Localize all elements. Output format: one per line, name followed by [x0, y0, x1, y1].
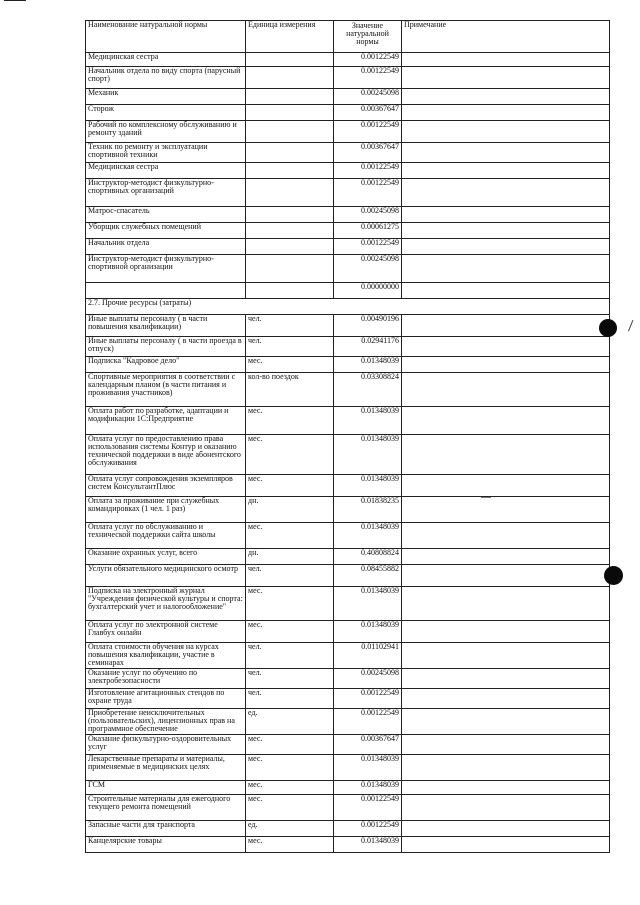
unit-cell [246, 283, 334, 299]
unit-cell [246, 239, 334, 255]
value-cell: 0.01348039 [334, 837, 402, 853]
table-row [86, 565, 610, 587]
norm-name-cell: Лекарственные препараты и материалы, применяемые в медицинских целях [86, 755, 246, 781]
value-cell: 0.01348039 [334, 475, 402, 497]
section-title: 2.7. Прочие ресурсы (затраты) [86, 299, 610, 315]
unit-cell: чел. [246, 669, 334, 689]
norm-name-cell: Оплата стоимости обучения на курсах повышения квалификации, участие в семинарах [86, 643, 246, 669]
unit-cell: мес. [246, 435, 334, 475]
value-cell: 0.01348039 [334, 621, 402, 643]
norm-name-cell: Матрос-спасатель [86, 207, 246, 223]
value-cell: 0.00122549 [334, 795, 402, 821]
table-row [86, 315, 610, 337]
value-cell: 0.01348039 [334, 357, 402, 373]
header-note: Примечание [402, 21, 610, 53]
table-row [86, 549, 610, 565]
norm-name-cell: ГСМ [86, 781, 246, 795]
unit-cell: мес. [246, 837, 334, 853]
table-row [86, 587, 610, 621]
table-row [86, 643, 610, 669]
table-row [86, 669, 610, 689]
unit-cell: чел. [246, 565, 334, 587]
norm-name-cell: Оказание услуг по обучению по электробезопасности [86, 669, 246, 689]
norm-name-cell: Подписка "Кадровое дело" [86, 357, 246, 373]
unit-cell: чел. [246, 643, 334, 669]
header-name: Наименование натуральной нормы [86, 21, 246, 53]
page-corner-mark [4, 0, 26, 4]
value-cell: 0.00367647 [334, 105, 402, 121]
unit-cell: чел. [246, 689, 334, 709]
scan-hole-mark [599, 319, 617, 337]
value-cell: 0.00000000 [334, 283, 402, 299]
value-cell: 0.00122549 [334, 179, 402, 207]
table-row [86, 373, 610, 407]
norm-name-cell: Оплата услуг по предоставлению права использования системы Контур и оказанию технической поддержки в виде абонентского обслуживания [86, 435, 246, 475]
unit-cell: мес. [246, 735, 334, 755]
norm-name-cell: Сторож [86, 105, 246, 121]
value-cell: 0.00122549 [334, 121, 402, 143]
unit-cell: чел. [246, 315, 334, 337]
table-row [86, 475, 610, 497]
norm-name-cell: Иные выплаты персоналу ( в части проезда в отпуск) [86, 337, 246, 357]
value-cell: 0.00122549 [334, 163, 402, 179]
unit-cell: мес. [246, 795, 334, 821]
norm-name-cell: Канцелярские товары [86, 837, 246, 853]
unit-cell [246, 163, 334, 179]
natural-norms-table [85, 20, 610, 853]
note-cell [402, 121, 610, 143]
norm-name-cell: Оплата услуг по обслуживанию и технической поддержки сайта школы [86, 523, 246, 549]
scan-hole-mark [604, 566, 623, 585]
value-cell: 0.00367647 [334, 735, 402, 755]
norm-name-cell: Оплата услуг по электронной системе Главбух онлайн [86, 621, 246, 643]
norm-name-cell [86, 283, 246, 299]
note-cell [402, 837, 610, 853]
value-cell: 0.03308824 [334, 373, 402, 407]
note-cell [402, 795, 610, 821]
value-cell: 0.01348039 [334, 781, 402, 795]
value-cell: 0.01348039 [334, 587, 402, 621]
table-row [86, 795, 610, 821]
table-row [86, 67, 610, 89]
note-cell [402, 781, 610, 795]
norm-name-cell: Техник по ремонту и эксплуатации спортивной техники [86, 143, 246, 163]
norm-name-cell: Медицинская сестра [86, 53, 246, 67]
note-cell [402, 239, 610, 255]
norm-name-cell: Инструктор-методист физкультурно-спортивных организаций [86, 179, 246, 207]
unit-cell: ед. [246, 709, 334, 735]
note-cell [402, 587, 610, 621]
note-cell [402, 223, 610, 239]
norm-name-cell: Подписка на электронный журнал "Учреждения физической культуры и спорта: бухгалтерский учет и налогообложение" [86, 587, 246, 621]
table-row [86, 207, 610, 223]
unit-cell [246, 67, 334, 89]
note-cell [402, 53, 610, 67]
norm-name-cell: Оказание охранных услуг, всего [86, 549, 246, 565]
table-row [86, 407, 610, 435]
note-cell [402, 549, 610, 565]
unit-cell: мес. [246, 357, 334, 373]
table-row [86, 143, 610, 163]
norm-name-cell: Рабочий по комплексному обслуживанию и ремонту зданий [86, 121, 246, 143]
scan-dash-mark [481, 497, 491, 498]
header-unit: Единица измерения [246, 21, 334, 53]
value-cell: 0.01348039 [334, 755, 402, 781]
note-cell [402, 407, 610, 435]
unit-cell: мес. [246, 523, 334, 549]
note-cell [402, 179, 610, 207]
table-row [86, 621, 610, 643]
norm-name-cell: Иные выплаты персоналу ( в части повышения квалификации) [86, 315, 246, 337]
note-cell [402, 143, 610, 163]
norm-name-cell: Услуги обязательного медицинского осмотр [86, 565, 246, 587]
value-cell: 0.00122549 [334, 689, 402, 709]
value-cell: 0.00122549 [334, 67, 402, 89]
table-row [86, 709, 610, 735]
table-row [86, 179, 610, 207]
value-cell: 0.00122549 [334, 239, 402, 255]
note-cell [402, 497, 610, 523]
note-cell [402, 163, 610, 179]
unit-cell: чел. [246, 337, 334, 357]
note-cell [402, 357, 610, 373]
unit-cell: мес. [246, 407, 334, 435]
note-cell [402, 709, 610, 735]
unit-cell: дн. [246, 497, 334, 523]
table-row [86, 755, 610, 781]
table-row [86, 283, 610, 299]
note-cell [402, 105, 610, 121]
unit-cell: дн. [246, 549, 334, 565]
table-row [86, 255, 610, 283]
norm-name-cell: Спортивные мероприятия в соответствии с календарным планом (в части питания и проживания участников) [86, 373, 246, 407]
value-cell: 0.00245098 [334, 89, 402, 105]
norm-name-cell: Оказание физкультурно-оздоровительных услуг [86, 735, 246, 755]
norm-name-cell: Строительные материалы для ежегодного текущего ремонта помещений [86, 795, 246, 821]
norm-name-cell: Запасные части для транспорта [86, 821, 246, 837]
value-cell: 0.01348039 [334, 407, 402, 435]
value-cell: 0.00367647 [334, 143, 402, 163]
norm-name-cell: Начальник отдела по виду спорта (парусный спорт) [86, 67, 246, 89]
norm-name-cell: Уборщик служебных помещений [86, 223, 246, 239]
value-cell: 0.00122549 [334, 709, 402, 735]
note-cell [402, 689, 610, 709]
unit-cell [246, 179, 334, 207]
unit-cell: кол-во поездок [246, 373, 334, 407]
value-cell: 0.01348039 [334, 523, 402, 549]
note-cell [402, 315, 610, 337]
unit-cell [246, 255, 334, 283]
table-row [86, 435, 610, 475]
note-cell [402, 283, 610, 299]
table-row [86, 337, 610, 357]
unit-cell [246, 223, 334, 239]
value-cell: 0.01102941 [334, 643, 402, 669]
norm-name-cell: Оплата работ по разработке, адаптации и модификации 1С:Предприятие [86, 407, 246, 435]
note-cell [402, 373, 610, 407]
table-header-row [86, 21, 610, 53]
table-row [86, 357, 610, 373]
note-cell [402, 755, 610, 781]
table-row [86, 163, 610, 179]
note-cell [402, 669, 610, 689]
note-cell [402, 89, 610, 105]
value-cell: 0.00245098 [334, 669, 402, 689]
unit-cell: ед. [246, 821, 334, 837]
table-row [86, 239, 610, 255]
norm-name-cell: Оплата услуг сопровождения экземпляров систем КонсультантПлюс [86, 475, 246, 497]
unit-cell [246, 89, 334, 105]
table-row [86, 821, 610, 837]
table-row [86, 223, 610, 239]
note-cell [402, 255, 610, 283]
value-cell: 0.01838235 [334, 497, 402, 523]
value-cell: 0.08455882 [334, 565, 402, 587]
value-cell: 0.00245098 [334, 207, 402, 223]
table-row [86, 689, 610, 709]
unit-cell: мес. [246, 781, 334, 795]
header-value: Значение натуральной нормы [334, 21, 402, 53]
note-cell [402, 565, 610, 587]
unit-cell: мес. [246, 587, 334, 621]
unit-cell [246, 207, 334, 223]
value-cell: 0.00245098 [334, 255, 402, 283]
table-row [86, 735, 610, 755]
value-cell: 0.00061275 [334, 223, 402, 239]
value-cell: 0.00122549 [334, 821, 402, 837]
note-cell [402, 67, 610, 89]
note-cell [402, 523, 610, 549]
scan-pencil-mark [628, 320, 633, 332]
note-cell [402, 337, 610, 357]
note-cell [402, 643, 610, 669]
value-cell: 0.00490196 [334, 315, 402, 337]
value-cell: 0.02941176 [334, 337, 402, 357]
table-row [86, 121, 610, 143]
note-cell [402, 821, 610, 837]
value-cell: 0.40808824 [334, 549, 402, 565]
table-row [86, 105, 610, 121]
value-cell: 0.00122549 [334, 53, 402, 67]
norm-name-cell: Приобретение неисключительных (пользовательских), лицензионных прав на программное обеспечение [86, 709, 246, 735]
norm-name-cell: Оплата за проживание при служебных командировках (1 чел. 1 раз) [86, 497, 246, 523]
table-row [86, 89, 610, 105]
table-row [86, 497, 610, 523]
unit-cell [246, 105, 334, 121]
unit-cell [246, 53, 334, 67]
norm-name-cell: Инструктор-методист физкультурно-спортивной организации [86, 255, 246, 283]
table-row [86, 837, 610, 853]
table-row [86, 53, 610, 67]
unit-cell [246, 121, 334, 143]
note-cell [402, 435, 610, 475]
norm-name-cell: Изготовление агитационных стендов по охране труда [86, 689, 246, 709]
table-row [86, 781, 610, 795]
section-row [86, 299, 610, 315]
table-row [86, 523, 610, 549]
note-cell [402, 207, 610, 223]
note-cell [402, 475, 610, 497]
unit-cell: мес. [246, 621, 334, 643]
unit-cell: мес. [246, 475, 334, 497]
norm-name-cell: Медицинская сестра [86, 163, 246, 179]
norm-name-cell: Механик [86, 89, 246, 105]
note-cell [402, 621, 610, 643]
norm-name-cell: Начальник отдела [86, 239, 246, 255]
unit-cell: мес. [246, 755, 334, 781]
unit-cell [246, 143, 334, 163]
note-cell [402, 735, 610, 755]
value-cell: 0.01348039 [334, 435, 402, 475]
